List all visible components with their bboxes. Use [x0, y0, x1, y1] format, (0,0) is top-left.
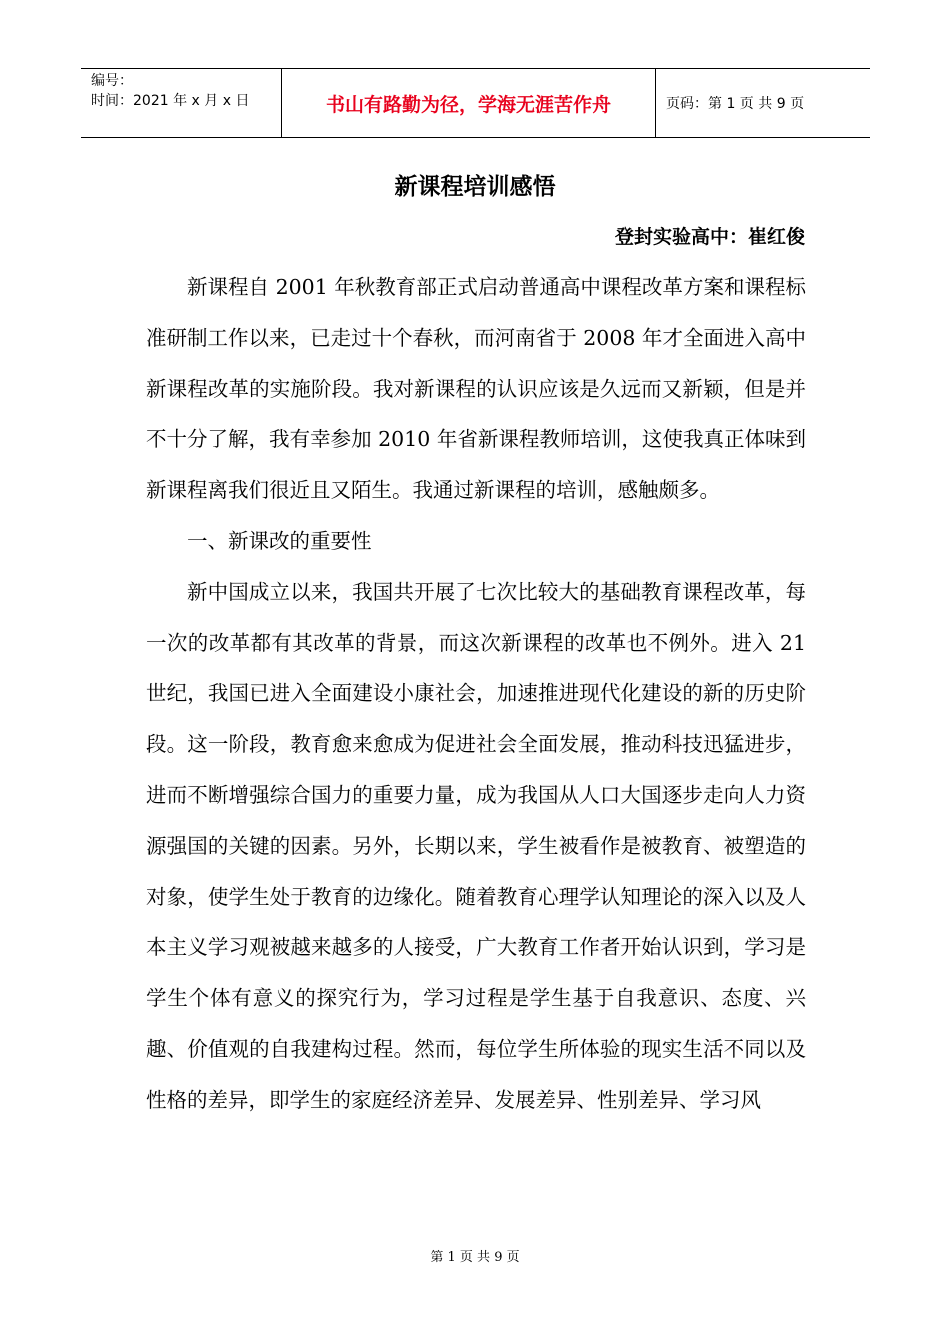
time-label: 时间：2021 年 x 月 x 日 — [91, 93, 250, 109]
page-info: 页码：第 1 页 共 9 页 — [666, 96, 805, 112]
header-meta-cell — [81, 69, 282, 137]
motto-text: 书山有路勤为径，学海无涯苦作舟 — [325, 93, 611, 116]
header-motto-cell — [282, 69, 656, 137]
document-title: 新课程培训感悟 — [394, 174, 556, 200]
document-body — [146, 262, 806, 1126]
number-label: 编号： — [91, 73, 133, 89]
paragraph-intro: 新课程自 2001 年秋教育部正式启动普通高中课程改革方案和课程标准研制工作以来，已走过十个春秋，而河南省于 2008 年才全面进入高中新课程改革的实施阶段。我对新课程的认识应该是久远而又新颖，但是并不十分了解，我有幸参加 2010 年省新课程教师培训，这使我真正体味到新课程离我们很近且又陌生。我通过新课程的培训，感触颇多。 — [146, 275, 806, 503]
section-heading: 一、新课改的重要性 — [187, 528, 372, 553]
document-author: 登封实验高中：崔红俊 — [614, 226, 805, 248]
header-page-cell — [656, 69, 870, 137]
paragraph-section-1: 新中国成立以来，我国共开展了七次比较大的基础教育课程改革，每一次的改革都有其改革的背景，而这次新课程的改革也不例外。进入 21 世纪，我国已进入全面建设小康社会，加速推进现代化建设的新的历史阶段。这一阶段，教育愈来愈成为促进社会全面发展，推动科技迅猛进步，进而不断增强综合国力的重要力量，成为我国从人口大国逐步走向人力资源强国的关键的因素。另外，长期以来，学生被看作是被教育、被塑造的对象，使学生处于教育的边缘化。随着教育心理学认知理论的深入以及人本主义学习观被越来越多的人接受，广大教育工作者开始认识到，学习是学生个体有意义的探究行为，学习过程是学生基于自我意识、态度、兴趣、价值观的自我建构过程。然而，每位学生所体验的现实生活不同以及性格的差异，即学生的家庭经济差异、发展差异、性别差异、学习风 — [146, 579, 806, 1112]
page-footer: 第 1 页 共 9 页 — [430, 1250, 520, 1265]
header-table — [81, 68, 870, 138]
